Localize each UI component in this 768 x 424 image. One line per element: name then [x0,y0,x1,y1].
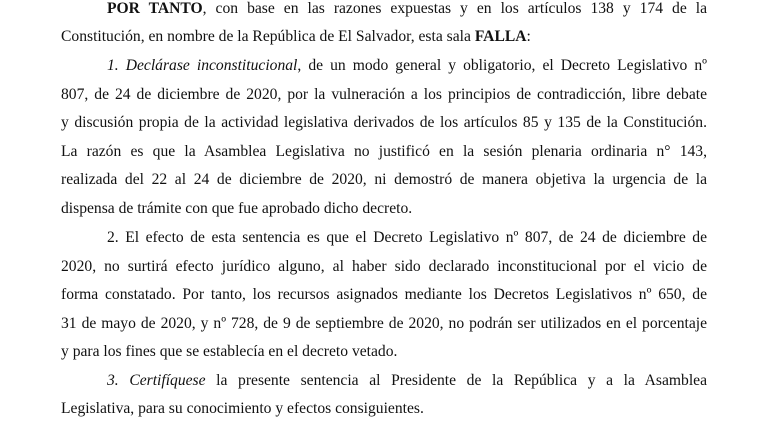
item1-line-6: dispensa de trámite con que fue aprobado dicho decreto. [61,200,413,217]
item2-line-2: 2020, no surtirá efecto jurídico alguno, al haber sido declarado inconstitucional por el vicio de [61,258,707,275]
item1-line-3: y discusión propia de la actividad legislativa derivados de los artículos 85 y 135 de la Constitución. [61,114,707,131]
item2-line-3: forma constatado. Por tanto, los recursos asignados mediante los Decretos Legislativos nº 650, de [61,286,707,303]
intro-lead: POR TANTO [107,0,203,17]
item1-number: 1. [107,57,126,74]
intro-line-1 [61,0,707,20]
falla-label: FALLA [474,28,527,45]
intro-line-2-end: : [526,28,531,45]
item1-line-2: 807, de 24 de diciembre de 2020, por la vulneración a los principios de contradicción, libre debate [61,86,707,103]
item1-lead: Declárase inconstitucional [125,57,298,74]
item3-line-1 [61,370,707,392]
item2-line-5: y para los fines que se establecía en el decreto vetado. [61,343,398,360]
item3-line-1-text: la presente sentencia al Presidente de la República y a la Asamblea [205,372,707,389]
item2-line-4: 31 de mayo de 2020, y nº 728, de 9 de septiembre de 2020, no podrán ser utilizados en el porcentaje [61,315,707,332]
intro-line-2 [61,26,707,48]
item1-line-5: realizada del 22 al 24 de diciembre de 2020, ni demostró de manera objetiva la urgencia de la [61,171,707,188]
item3-number: 3. [107,372,130,389]
item1-line-1 [61,55,707,77]
item1-line-1-text: , de un modo general y obligatorio, el Decreto Legislativo nº [297,57,707,74]
intro-line-2-text: Constitución, en nombre de la República de El Salvador, esta sala [61,28,475,45]
item3-lead: Certifíquese [129,372,206,389]
item3-line-2: Legislativa, para su conocimiento y efectos consiguientes. [61,400,424,417]
item2-line-1: 2. El efecto de esta sentencia es que el Decreto Legislativo nº 807, de 24 de diciembre de [107,229,707,246]
intro-line-1-text: , con base en las razones expuestas y en los artículos 138 y 174 de la [202,0,708,17]
item1-line-4: La razón es que la Asamblea Legislativa no justificó en la sesión plenaria ordinaria n° 143, [61,143,707,160]
